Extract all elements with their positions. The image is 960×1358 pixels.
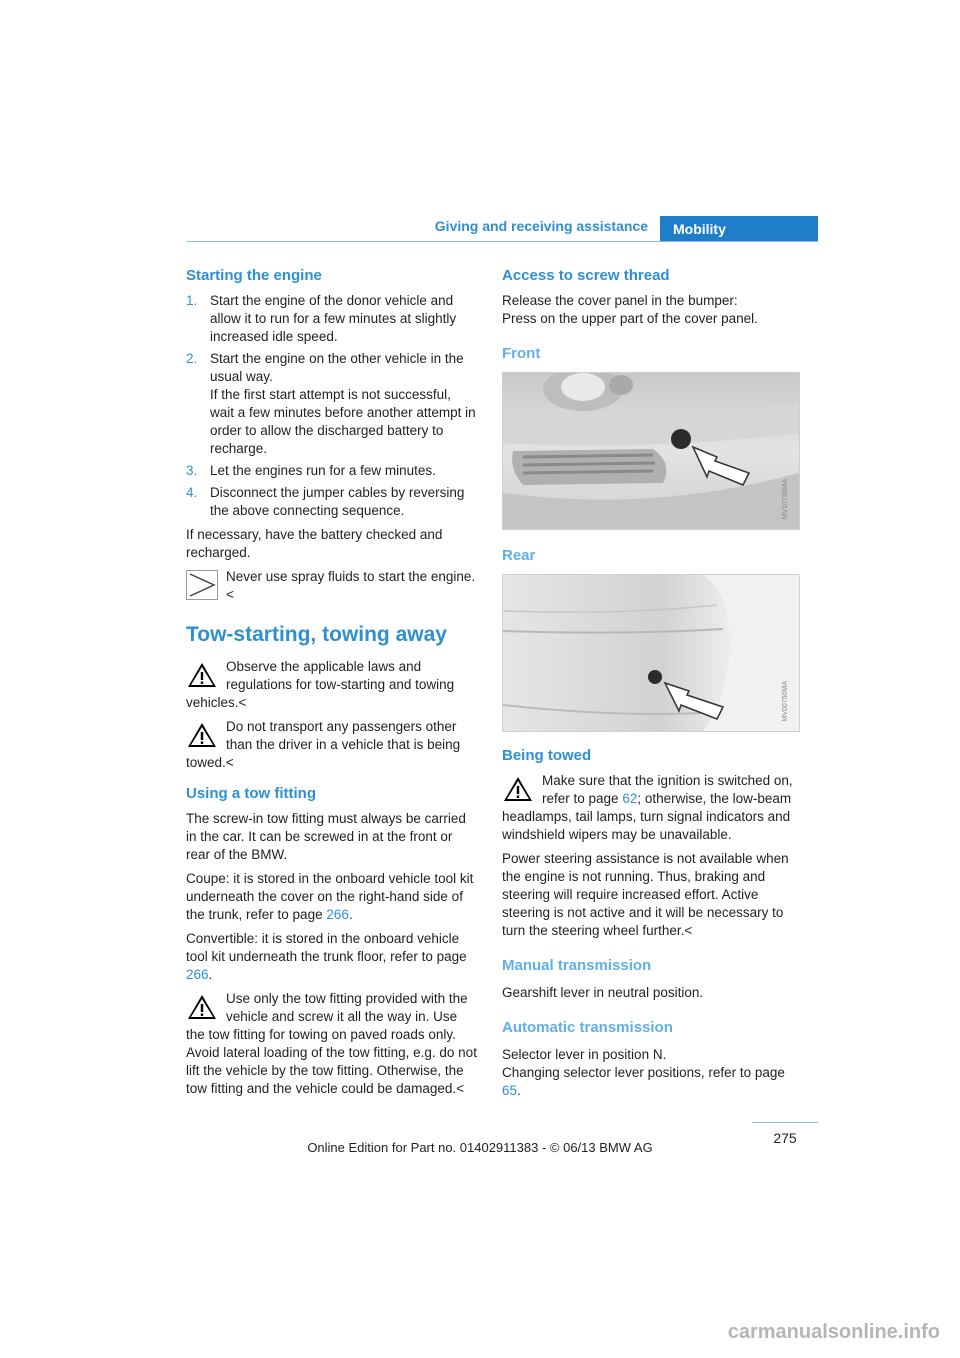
section-title-tow: Tow-starting, towing away: [186, 623, 447, 646]
warning-text-continued: ; otherwise, the low-beam headlamps, tail lamps, turn signal indicators and windshield wipers may be unavailable.: [502, 791, 792, 842]
warning-text: Make sure that the ignition is switched on, refer to page: [542, 773, 793, 806]
access-paragraph-1: Release the cover panel in the bumper:: [502, 293, 738, 308]
front-bumper-illustration: [503, 373, 799, 529]
figure-code: MV10790MA: [782, 478, 789, 519]
battery-note: If necessary, have the battery checked and recharged.: [186, 527, 443, 560]
front-bumper-image: [502, 372, 800, 530]
page-link-65[interactable]: 65: [502, 1083, 518, 1098]
end-mark: <: [684, 923, 693, 938]
subsection-title-front: Front: [502, 345, 541, 362]
warning-text: Use only the tow fitting provided with the vehicle and screw it all the way in. Use the tow fitting for towing on paved roads only. Avoid lateral loading of the tow fitting, e.g. do not lift the vehicle by the tow fitting. Otherwise, the tow fitting and the vehicle could be damaged.: [186, 991, 477, 1096]
warning-note-towed: [502, 772, 798, 844]
fitting-paragraph-1: The screw-in tow fitting must always be carried in the car. It can be screwed in at the front or rear of the BMW.: [186, 811, 466, 862]
end-mark: <: [456, 1081, 465, 1096]
running-header-section: Giving and receiving assistance: [434, 218, 648, 234]
step-number: 1.: [186, 293, 198, 308]
step-number: 4.: [186, 485, 198, 500]
warning-note-fitting: [186, 990, 478, 1098]
section-title-starting: Starting the engine: [186, 267, 322, 284]
tip-arrow-icon: [186, 570, 218, 600]
rear-bumper-illustration: [503, 575, 799, 731]
list-item: [186, 484, 478, 520]
chapter-tab: Mobility: [660, 216, 818, 242]
list-item: [186, 462, 478, 480]
step-text: Start the engine on the other vehicle in the usual way.: [210, 351, 464, 384]
figure-code: MV00750MA: [782, 680, 789, 721]
punctuation: .: [517, 1083, 521, 1098]
step-text: Disconnect the jumper cables by reversing the above connecting sequence.: [210, 485, 465, 518]
step-number: 2.: [186, 351, 198, 366]
list-item: [186, 350, 478, 458]
section-title-fitting: Using a tow fitting: [186, 785, 316, 802]
left-column: [186, 266, 478, 1104]
warning-text: Observe the applicable laws and regulations for tow-starting and towing vehicles.: [186, 659, 455, 710]
automatic-paragraph-1: Selector lever in position N.: [502, 1047, 667, 1062]
automatic-paragraph-2-text: Changing selector lever positions, refer to page: [502, 1065, 785, 1080]
watermark: carmanualsonline.info: [727, 1321, 940, 1343]
end-mark: <: [225, 755, 234, 770]
manual-paragraph: Gearshift lever in neutral position.: [502, 985, 704, 1000]
punctuation: .: [348, 907, 353, 922]
starting-steps: [186, 292, 478, 520]
warning-triangle-icon: [186, 720, 218, 750]
page-link-62[interactable]: 62: [622, 791, 638, 806]
subsection-title-rear: Rear: [502, 547, 536, 564]
punctuation: .: [208, 967, 213, 982]
fitting-paragraph-3-text: Convertible: it is stored in the onboard vehicle tool kit underneath the trunk floor, refer to page: [186, 931, 467, 964]
page-number-divider: [752, 1122, 818, 1123]
list-item: [186, 292, 478, 346]
page-number: 275: [773, 1130, 797, 1146]
end-mark: <: [238, 695, 247, 710]
section-title-towed: Being towed: [502, 747, 592, 764]
rear-bumper-image: [502, 574, 800, 732]
right-column: [502, 266, 798, 1106]
step-text: Start the engine of the donor vehicle and allow it to run for a few minutes at slightly increased idle speed.: [210, 293, 457, 344]
subsection-title-manual: Manual transmission: [502, 957, 652, 974]
fitting-paragraph-2: [186, 870, 478, 924]
fitting-paragraph-2-text: Coupe: it is stored in the onboard vehicle tool kit underneath the cover on the right-hand side of the trunk, refer to page: [186, 871, 474, 922]
subsection-title-automatic: Automatic transmission: [502, 1019, 673, 1036]
warning-triangle-icon: [186, 660, 218, 690]
step-number: 3.: [186, 463, 198, 478]
warning-note-laws: [186, 658, 478, 712]
header-divider: [186, 241, 818, 242]
warning-triangle-icon: [502, 774, 534, 804]
fitting-paragraph-3: [186, 930, 478, 984]
warning-note-passengers: [186, 718, 478, 772]
page-link-266[interactable]: 266: [326, 907, 349, 922]
tip-text: Never use spray fluids to start the engine.: [226, 569, 476, 584]
automatic-paragraph-2: [502, 1064, 798, 1100]
power-steering-text: Power steering assistance is not available when the engine is not running. Thus, braking and steering will require increased effort. Active steering is not active and it will be necessary to turn the steering wheel further.: [502, 851, 789, 938]
footer-edition: Online Edition for Part no. 01402911383 - © 06/13 BMW AG: [307, 1140, 653, 1155]
page-link-266[interactable]: 266: [186, 967, 209, 982]
warning-text: Do not transport any passengers other than the driver in a vehicle that is being towed.: [186, 719, 461, 770]
step-extra-text: If the first start attempt is not successful, wait a few minutes before another attempt in order to allow the discharged battery to recharge.: [210, 387, 476, 456]
step-text: Let the engines run for a few minutes.: [210, 463, 436, 478]
end-mark: <: [226, 587, 234, 602]
power-steering-paragraph: [502, 850, 798, 940]
tip-note: [186, 568, 478, 608]
access-paragraph-2: Press on the upper part of the cover panel.: [502, 311, 758, 326]
section-title-access: Access to screw thread: [502, 267, 670, 284]
warning-triangle-icon: [186, 992, 218, 1022]
